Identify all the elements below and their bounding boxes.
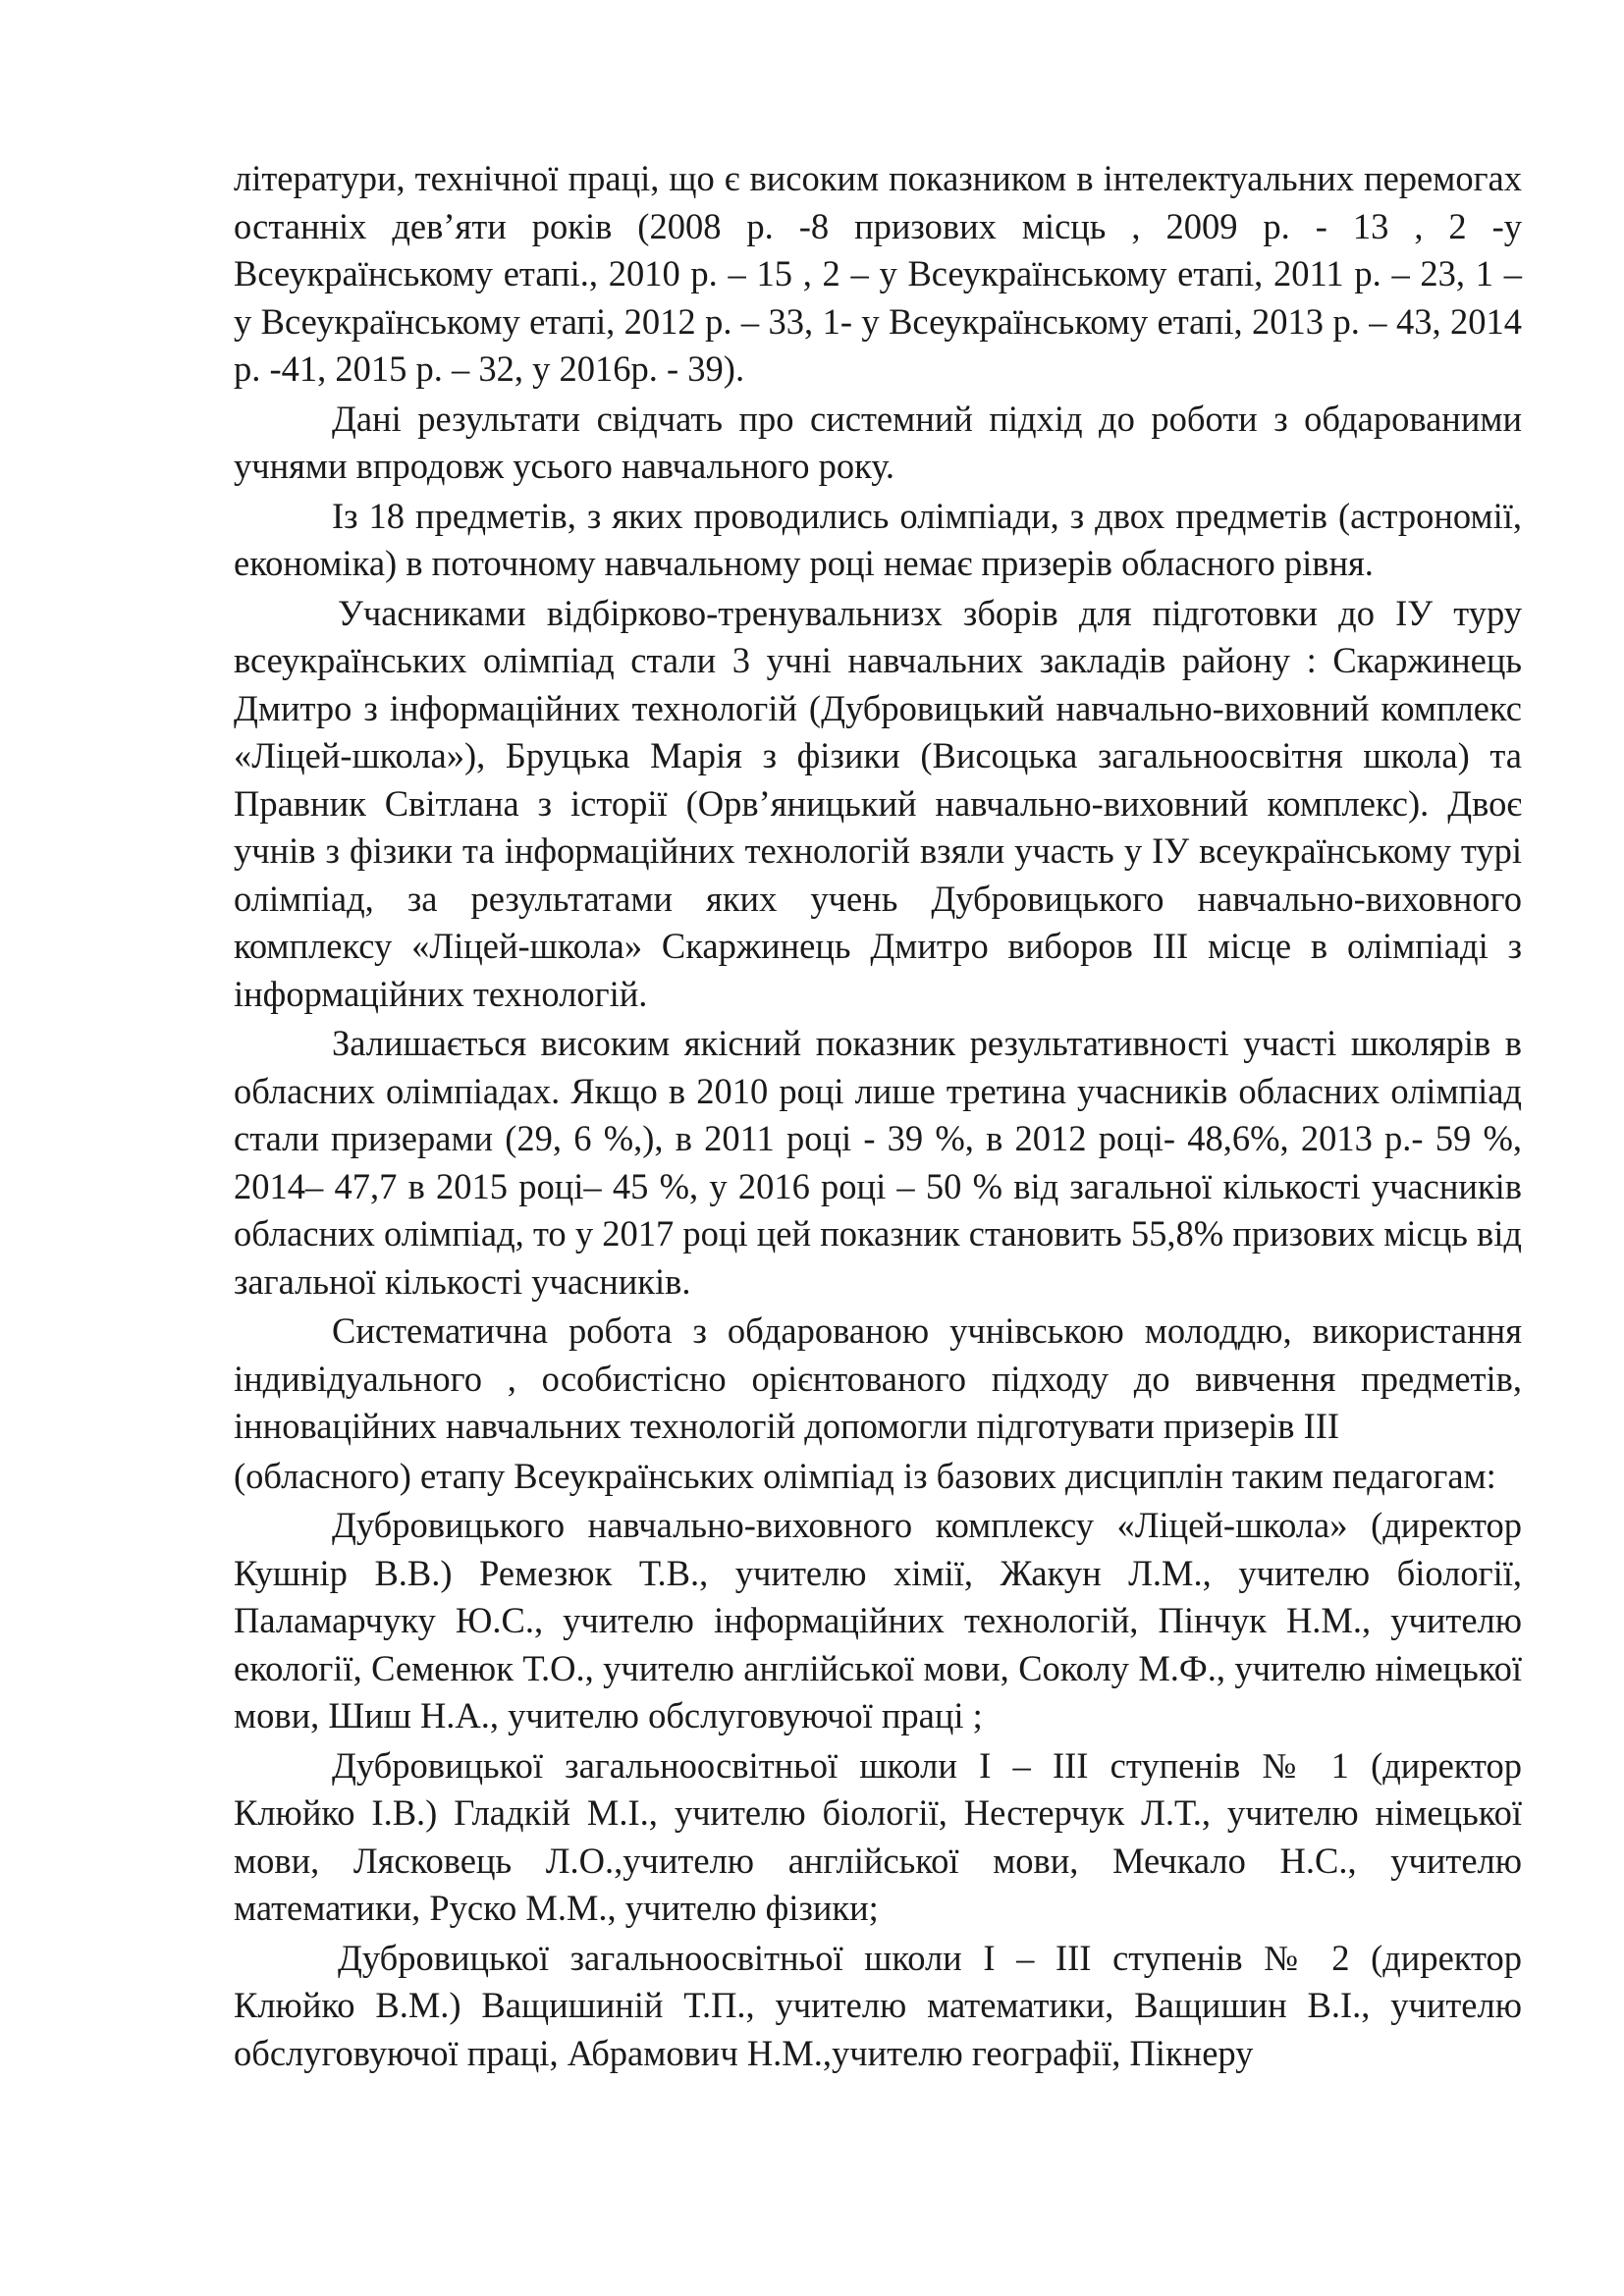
paragraph-school-1-teachers: Дубровицької загальноосвітньої школи І – ІІІ ступенів № 1 (директор Клюйко І.В.) Гладкій М.І., учителю біології, Нестерчук Л.Т., учителю німецької мови, Лясковець Л.О.,учителю англійської мови, Мечкало Н.С., учителю математики, Руско М.М., учителю фізики; <box>234 1744 1522 1928</box>
paragraph-training-participants: Учасниками відбірково-тренувальнизх зборів для підготовки до ІУ туру всеукраїнських олімпіад стали 3 учні навчальних закладів району : Скаржинець Дмитро з інформаційних технологій (Дубровицький навчально-виховний комплекс «Ліцей-школа»), Бруцька Марія з фізики (Висоцька загальноосвітня школа) та Правник Світлана з історії (Орв’яницький навчально-виховний комплекс). Двоє учнів з фізики та інформаційних технологій взяли участь у ІУ всеукраїнському турі олімпіад, за результатами яких учень Дубровицького навчально-виховного комплексу «Ліцей-школа» Скаржинець Дмитро виборов ІІІ місце в олімпіаді з інформаційних технологій. <box>234 592 1522 1014</box>
paragraph-lyceum-teachers: Дубровицького навчально-виховного комплексу «Ліцей-школа» (директор Кушнір В.В.) Ремезюк Т.В., учителю хімії, Жакун Л.М., учителю біології, Паламарчуку Ю.С., учителю інформаційних технологій, Пінчук Н.М., учителю екології, Семенюк Т.О., учителю англійської мови, Соколу М.Ф., учителю німецької мови, Шиш Н.А., учителю обслуговуючої праці ; <box>234 1505 1522 1735</box>
document-body <box>234 155 1522 2079</box>
paragraph-teachers-intro: (обласного) етапу Всеукраїнських олімпіад із базових дисциплін таким педагогам: <box>234 1455 1496 1496</box>
paragraph-subjects-count: Із 18 предметів, з яких проводились олімпіади, з двох предметів (астрономії, економіка) в поточному навчальному році немає призерів обласного рівня. <box>234 495 1522 583</box>
paragraph-systematic-work: Систематична робота з обдарованою учнівською молоддю, використання індивідуального , особистісно орієнтованого підходу до вивчення предметів, інноваційних навчальних технологій допомогли підготувати призерів ІІІ <box>234 1310 1522 1446</box>
paragraph-quality-indicator: Залишається високим якісний показник результативності участі школярів в обласних олімпіадах. Якщо в 2010 році лише третина учасників обласних олімпіад стали призерами (29, 6 %,), в 2011 році - 39 %, в 2012 році- 48,6%, 2013 р.- 59 %, 2014– 47,7 в 2015 році– 45 %, у 2016 році – 50 % від загальної кількості учасників обласних олімпіад, то у 2017 році цей показник становить 55,8% призових місць від загальної кількості учасників. <box>234 1023 1522 1302</box>
paragraph-olympiad-history: літератури, технічної праці, що є високим показником в інтелектуальних перемогах останніх дев’яти років (2008 р. -8 призових місць , 2009 р. - 13 , 2 -у Всеукраїнському етапі., 2010 р. – 15 , 2 – у Всеукраїнському етапі, 2011 р. – 23, 1 – у Всеукраїнському етапі, 2012 р. – 33, 1- у Всеукраїнському етапі, 2013 р. – 43, 2014 р. -41, 2015 р. – 32, у 2016р. - 39). <box>234 158 1522 389</box>
paragraph-systematic-approach: Дані результати свідчать про системний підхід до роботи з обдарованими учнями впродовж усього навчального року. <box>234 398 1522 486</box>
paragraph-school-2-teachers: Дубровицької загальноосвітньої школи І – ІІІ ступенів № 2 (директор Клюйко В.М.) Ващишиній Т.П., учителю математики, Ващишин В.І., учителю обслуговуючої праці, Абрамович Н.М.,учителю географії, Пікнеру <box>234 1937 1522 2073</box>
